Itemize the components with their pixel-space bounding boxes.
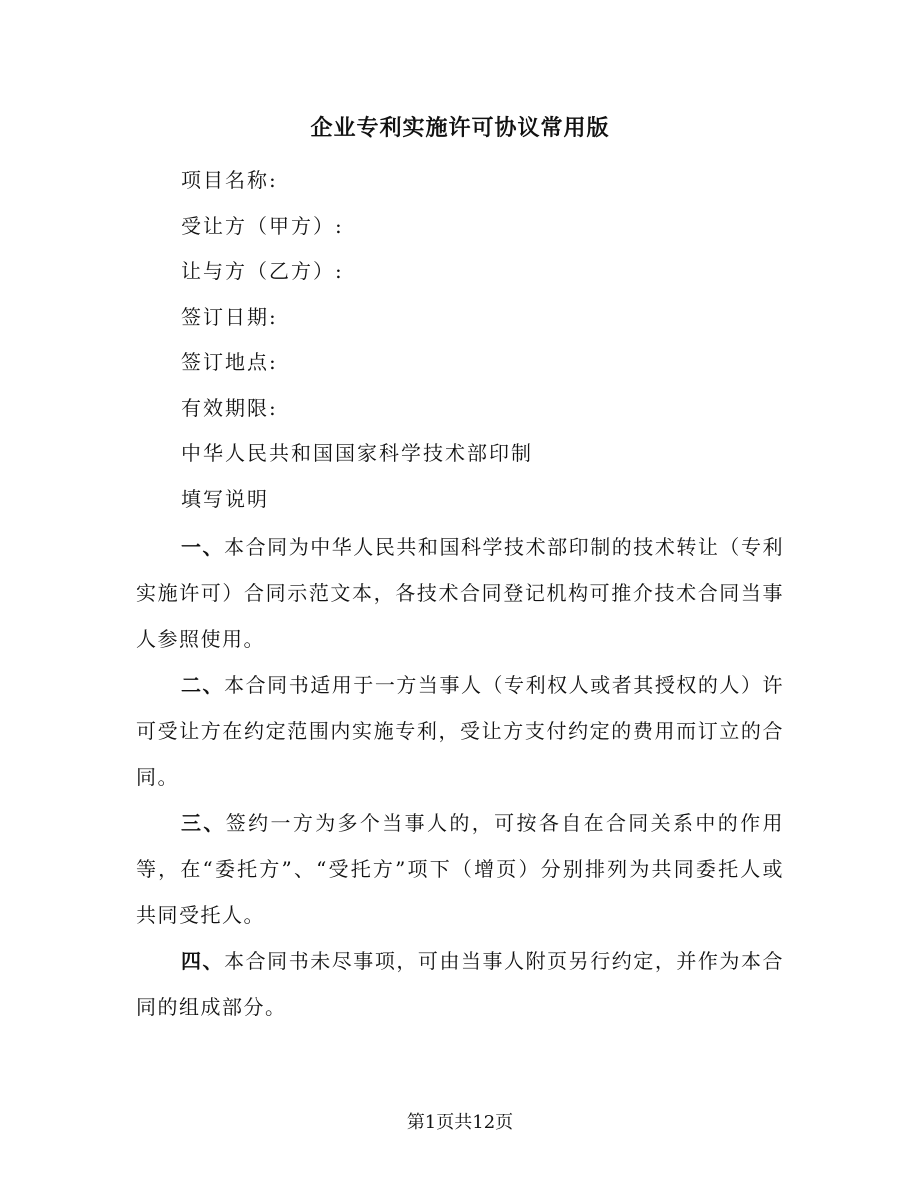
instruction-paragraph-4 (136, 938, 784, 1030)
paragraph-number: 二、 (181, 673, 225, 697)
paragraph-text: 本合同书未尽事项，可由当事人附页另行约定，并作为本合同的组成部分。 (136, 949, 785, 1019)
paragraph-text: 本合同为中华人民共和国科学技术部印制的技术转让（专利实施许可）合同示范文本，各技术合同登记机构可推介技术合同当事人参照使用。 (136, 535, 785, 651)
instructions-heading: 填写说明 (181, 487, 269, 511)
field-licensee: 受让方（甲方）: (181, 214, 344, 238)
page-number: 第1页共12页 (406, 1112, 514, 1133)
field-validity: 有效期限: (181, 396, 278, 420)
field-project-name: 项目名称: (181, 168, 278, 192)
paragraph-text: 签约一方为多个当事人的，可按各自在合同关系中的作用等，在“委托方”、“受托方”项下（增页）分别排列为共同委托人或共同受托人。 (136, 811, 785, 927)
instruction-paragraph-2 (136, 662, 784, 800)
paragraph-text: 本合同书适用于一方当事人（专利权人或者其授权的人）许可受让方在约定范围内实施专利，受让方支付约定的费用而订立的合同。 (136, 673, 785, 789)
instruction-paragraph-1 (136, 524, 784, 662)
instruction-paragraph-3 (136, 800, 784, 938)
paragraph-number: 一、 (181, 535, 225, 559)
field-sign-date: 签订日期: (181, 305, 278, 329)
paragraph-number: 三、 (181, 811, 226, 835)
document-title: 企业专利实施许可协议常用版 (310, 115, 610, 141)
field-sign-place: 签订地点: (181, 350, 278, 374)
printer-note: 中华人民共和国国家科学技术部印制 (181, 441, 533, 465)
field-licensor: 让与方（乙方）: (181, 259, 344, 283)
paragraph-number: 四、 (181, 949, 225, 973)
